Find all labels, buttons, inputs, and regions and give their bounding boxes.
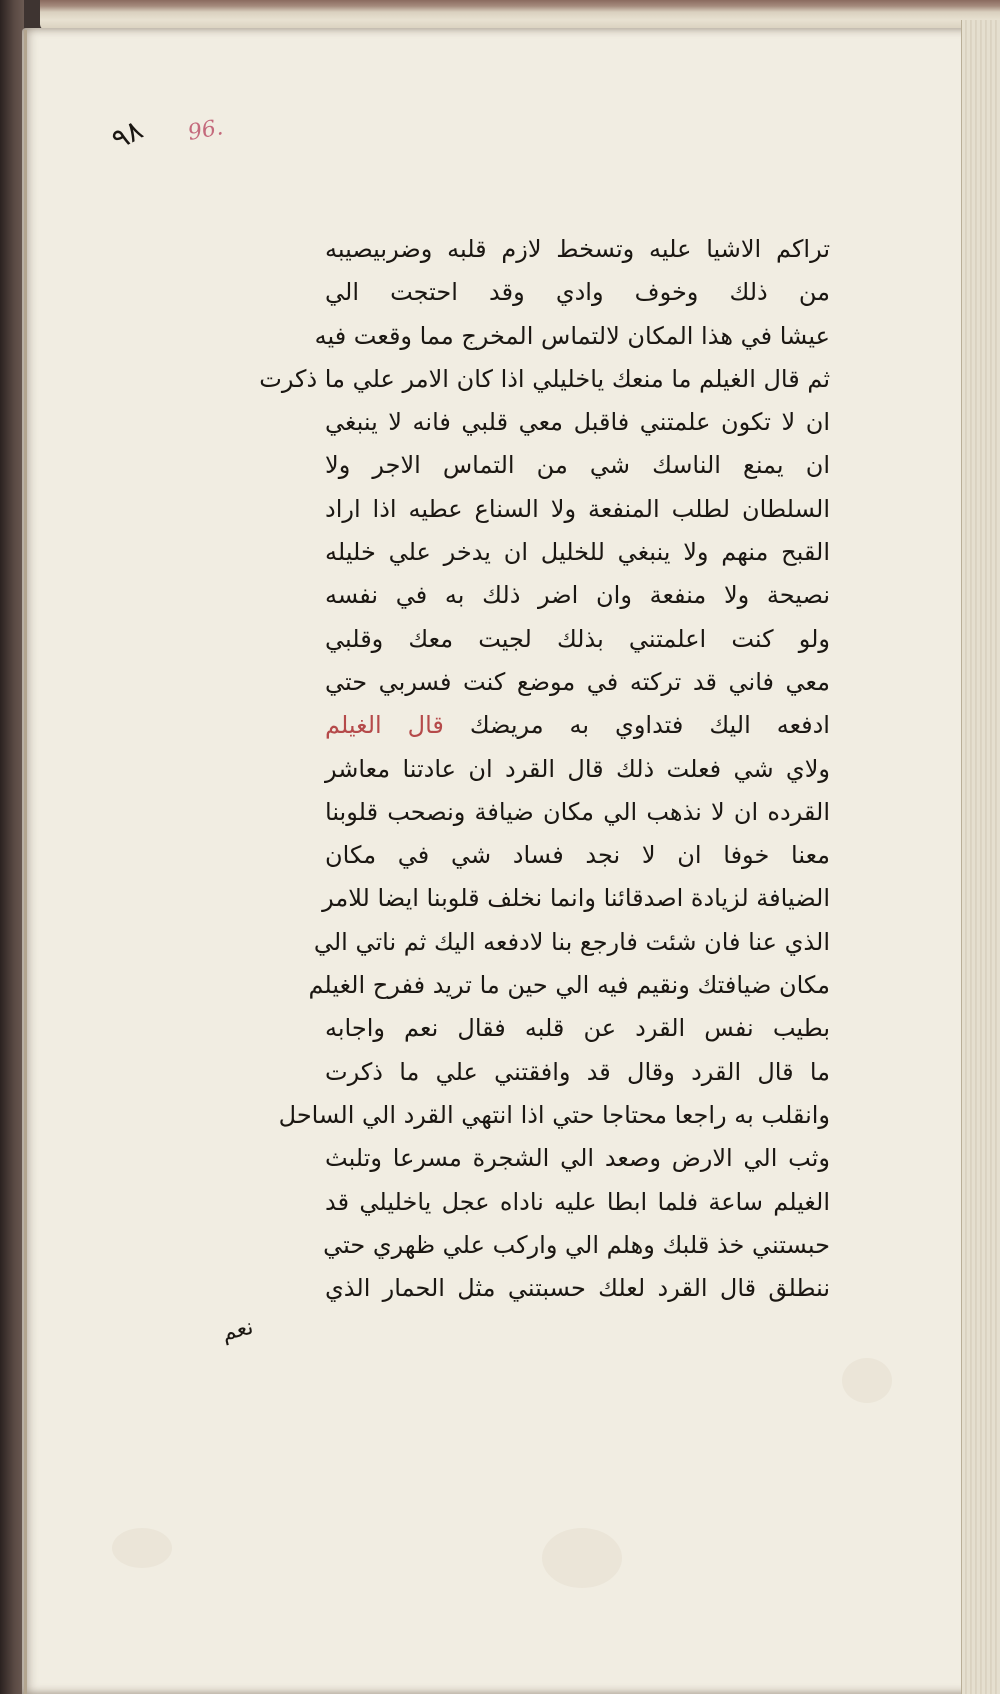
text-line: وانقلب به راجعا محتاجا حتي اذا انتهي القرد الي الساحل (278, 1100, 830, 1129)
text-line: القبح منهم ولا ينبغي للخليل ان يدخر علي خليله (325, 538, 830, 567)
text-line: معي فاني قد تركته في موضع كنت فسربي حتي (325, 667, 830, 696)
text-line: ان يمنع الناسك شي من التماس الاجر ولا (325, 451, 830, 480)
paper-stain (542, 1528, 622, 1588)
text-line: الضيافة لزيادة اصدقائنا وانما نخلف قلوبنا ايضا للامر (322, 884, 830, 913)
text-line-segment: ادفعه اليك فتداوي به مريضك (469, 711, 830, 740)
text-line: بطيب نفس القرد عن قلبه فقال نعم واجابه (325, 1014, 830, 1043)
text-line: ننطلق قال القرد لعلك حسبتني مثل الحمار الذي (325, 1274, 830, 1303)
text-line: نصيحة ولا منفعة وان اضر ذلك به في نفسه (325, 581, 830, 610)
rubric-heading: قال الغيلم (325, 711, 444, 740)
book-top-edge (40, 0, 1000, 30)
text-line: ثم قال الغيلم ما منعك ياخليلي اذا كان الامر علي ما ذكرت (259, 364, 830, 393)
text-line: عيشا في هذا المكان لالتماس المخرج مما وقعت فيه (314, 321, 830, 350)
text-line: تراكم الاشيا عليه وتسخط لازم قلبه وضربيصيبه (325, 235, 830, 263)
book-page-edges (961, 20, 1000, 1694)
manuscript-text (259, 228, 830, 1310)
text-line: السلطان لطلب المنفعة ولا السناع عطيه اذا اراد (325, 494, 830, 523)
pencil-folio-number: 96. (186, 115, 225, 146)
text-line: مكان ضيافتك ونقيم فيه الي حين ما تريد ففرح الغيلم (308, 971, 830, 1000)
text-line: ولو كنت اعلمتني بذلك لجيت معك وقلبي (325, 624, 830, 653)
gutter-shadow (24, 30, 27, 1694)
text-line: وثب الي الارض وصعد الي الشجرة مسرعا وتلبث (325, 1144, 830, 1173)
catchword: نعم (219, 1314, 256, 1347)
text-line: حبستني خذ قلبك وهلم الي واركب علي ظهري حتي (323, 1230, 830, 1259)
text-line: الغيلم ساعة فلما ابطا عليه ناداه عجل ياخليلي قد (325, 1187, 830, 1216)
text-line: ان لا تكون علمتني فاقبل معي قلبي فانه لا ينبغي (325, 408, 830, 437)
text-line: معنا خوفا ان لا نجد فساد شي في مكان (325, 841, 830, 870)
text-line: من ذلك وخوف وادي وقد احتجت الي (325, 278, 830, 307)
text-line: الذي عنا فان شئت فارجع بنا لادفعه اليك ثم ناتي الي (313, 927, 830, 956)
text-line: ما قال القرد وقال قد وافقتني علي ما ذكرت (325, 1057, 830, 1086)
paper-stain (842, 1358, 892, 1403)
folio-number: ٩٨ (106, 112, 149, 157)
paper-stain (112, 1528, 172, 1568)
text-line: ولاي شي فعلت ذلك قال القرد ان عادتنا معاشر (325, 754, 830, 783)
text-line-with-rubric (325, 704, 830, 747)
book-binding (0, 0, 24, 1694)
text-line: القرده ان لا نذهب الي مكان ضيافة ونصحب قلوبنا (325, 797, 830, 826)
